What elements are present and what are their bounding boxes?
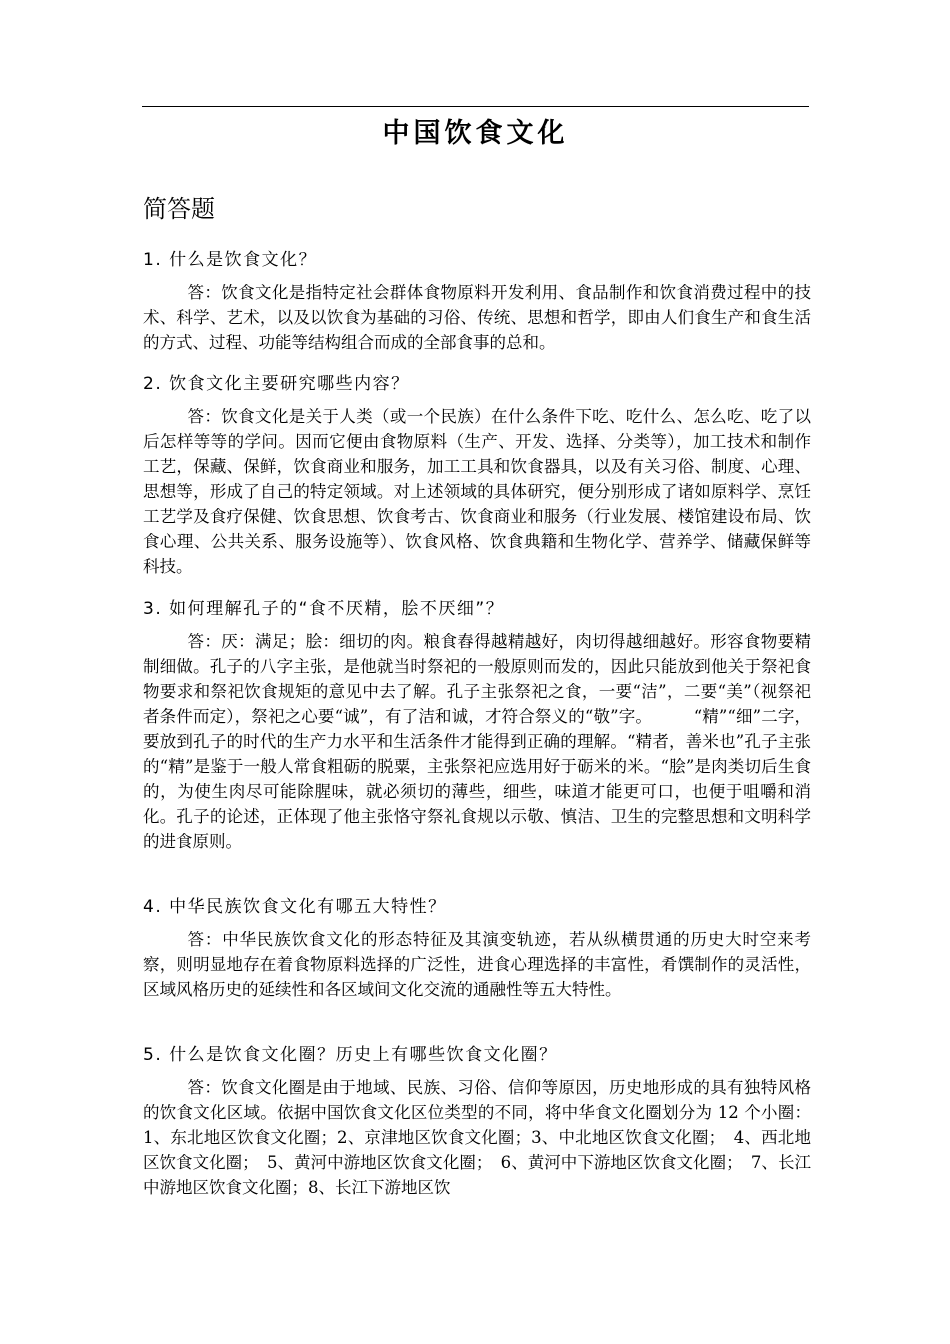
header-rule (142, 106, 809, 107)
question-3: 3. 如何理解孔子的“食不厌精，脍不厌细”？ (143, 599, 505, 619)
qa-item-3 (143, 594, 811, 854)
question-5: 5. 什么是饮食文化圈？历史上有哪些饮食文化圈？ (143, 1045, 558, 1065)
answer-1: 答：饮食文化是指特定社会群体食物原料开发利用、食品制作和饮食消费过程中的技术、科学、艺术，以及以饮食为基础的习俗、传统、思想和哲学，即由人们食生产和食生活的方式、过程、功能等结构组合而成的全部食事的总和。 (143, 283, 811, 352)
document-title: 中国饮食文化 (382, 118, 569, 149)
answer-2: 答：饮食文化是关于人类（或一个民族）在什么条件下吃、吃什么、怎么吃、吃了以后怎样等等的学问。因而它便由食物原料（生产、开发、选择、分类等），加工技术和制作工艺，保藏、保鲜，饮食商业和服务，加工工具和饮食器具，以及有关习俗、制度、心理、思想等，形成了自己的特定领域。对上述领域的具体研究，便分别形成了诸如原料学、烹饪工艺学及食疗保健、饮食思想、饮食考古、饮食商业和服务（行业发展、楼馆建设布局、饮食心理、公共关系、服务设施等）、饮食风格、饮食典籍和生物化学、营养学、储藏保鲜等科技。 (143, 407, 811, 576)
question-2: 2. 饮食文化主要研究哪些内容？ (143, 374, 410, 394)
qa-item-1 (143, 245, 811, 355)
qa-item-5 (143, 1040, 811, 1200)
question-1: 1. 什么是饮食文化？ (143, 250, 318, 270)
qa-item-2 (143, 369, 811, 579)
question-4: 4. 中华民族饮食文化有哪五大特性？ (143, 897, 447, 917)
section-heading: 简答题 (143, 195, 215, 223)
answer-3: 答：厌：满足；脍：细切的肉。粮食舂得越精越好，肉切得越细越好。形容食物要精制细做。孔子的八字主张，是他就当时祭祀的一般原则而发的，因此只能放到他关于祭祀食物要求和祭祀饮食规矩的意见中去了解。孔子主张祭祀之食，一要“洁”，二要“美”（视祭祀者条件而定），祭祀之心要“诚”，有了洁和诚，才符合祭义的“敬”字。 “精”“细”二字，要放到孔子的时代的生产力水平和生活条件才能得到正确的理解。“精者，善米也”孔子主张的“精”是鉴于一般人常食粗砺的脱粟，主张祭祀应选用好于砺米的米。“脍”是肉类切后生食的，为使生肉尽可能除腥味，就必须切的薄些，细些，味道才能更可口，也便于咀嚼和消化。孔子的论述，正体现了他主张恪守祭礼食规以示敬、慎洁、卫生的完整思想和文明科学的进食原则。 (143, 632, 811, 851)
answer-4: 答：中华民族饮食文化的形态特征及其演变轨迹，若从纵横贯通的历史大时空来考察，则明显地存在着食物原料选择的广泛性，进食心理选择的丰富性，肴馔制作的灵活性，区域风格历史的延续性和各区域间文化交流的通融性等五大特性。 (143, 930, 811, 999)
answer-5: 答：饮食文化圈是由于地域、民族、习俗、信仰等原因，历史地形成的具有独特风格的饮食文化区域。依据中国饮食文化区位类型的不同，将中华食文化圈划分为 12 个小圈：1、东北地区饮食文化圈；2、京津地区饮食文化圈；3、中北地区饮食文化圈； 4、西北地区饮食文化圈； 5、黄河中游地区饮食文化圈； 6、黄河中下游地区饮食文化圈； 7、长江中游地区饮食文化圈；8、长江下游地区饮 (143, 1078, 811, 1197)
qa-item-4 (143, 892, 811, 1002)
